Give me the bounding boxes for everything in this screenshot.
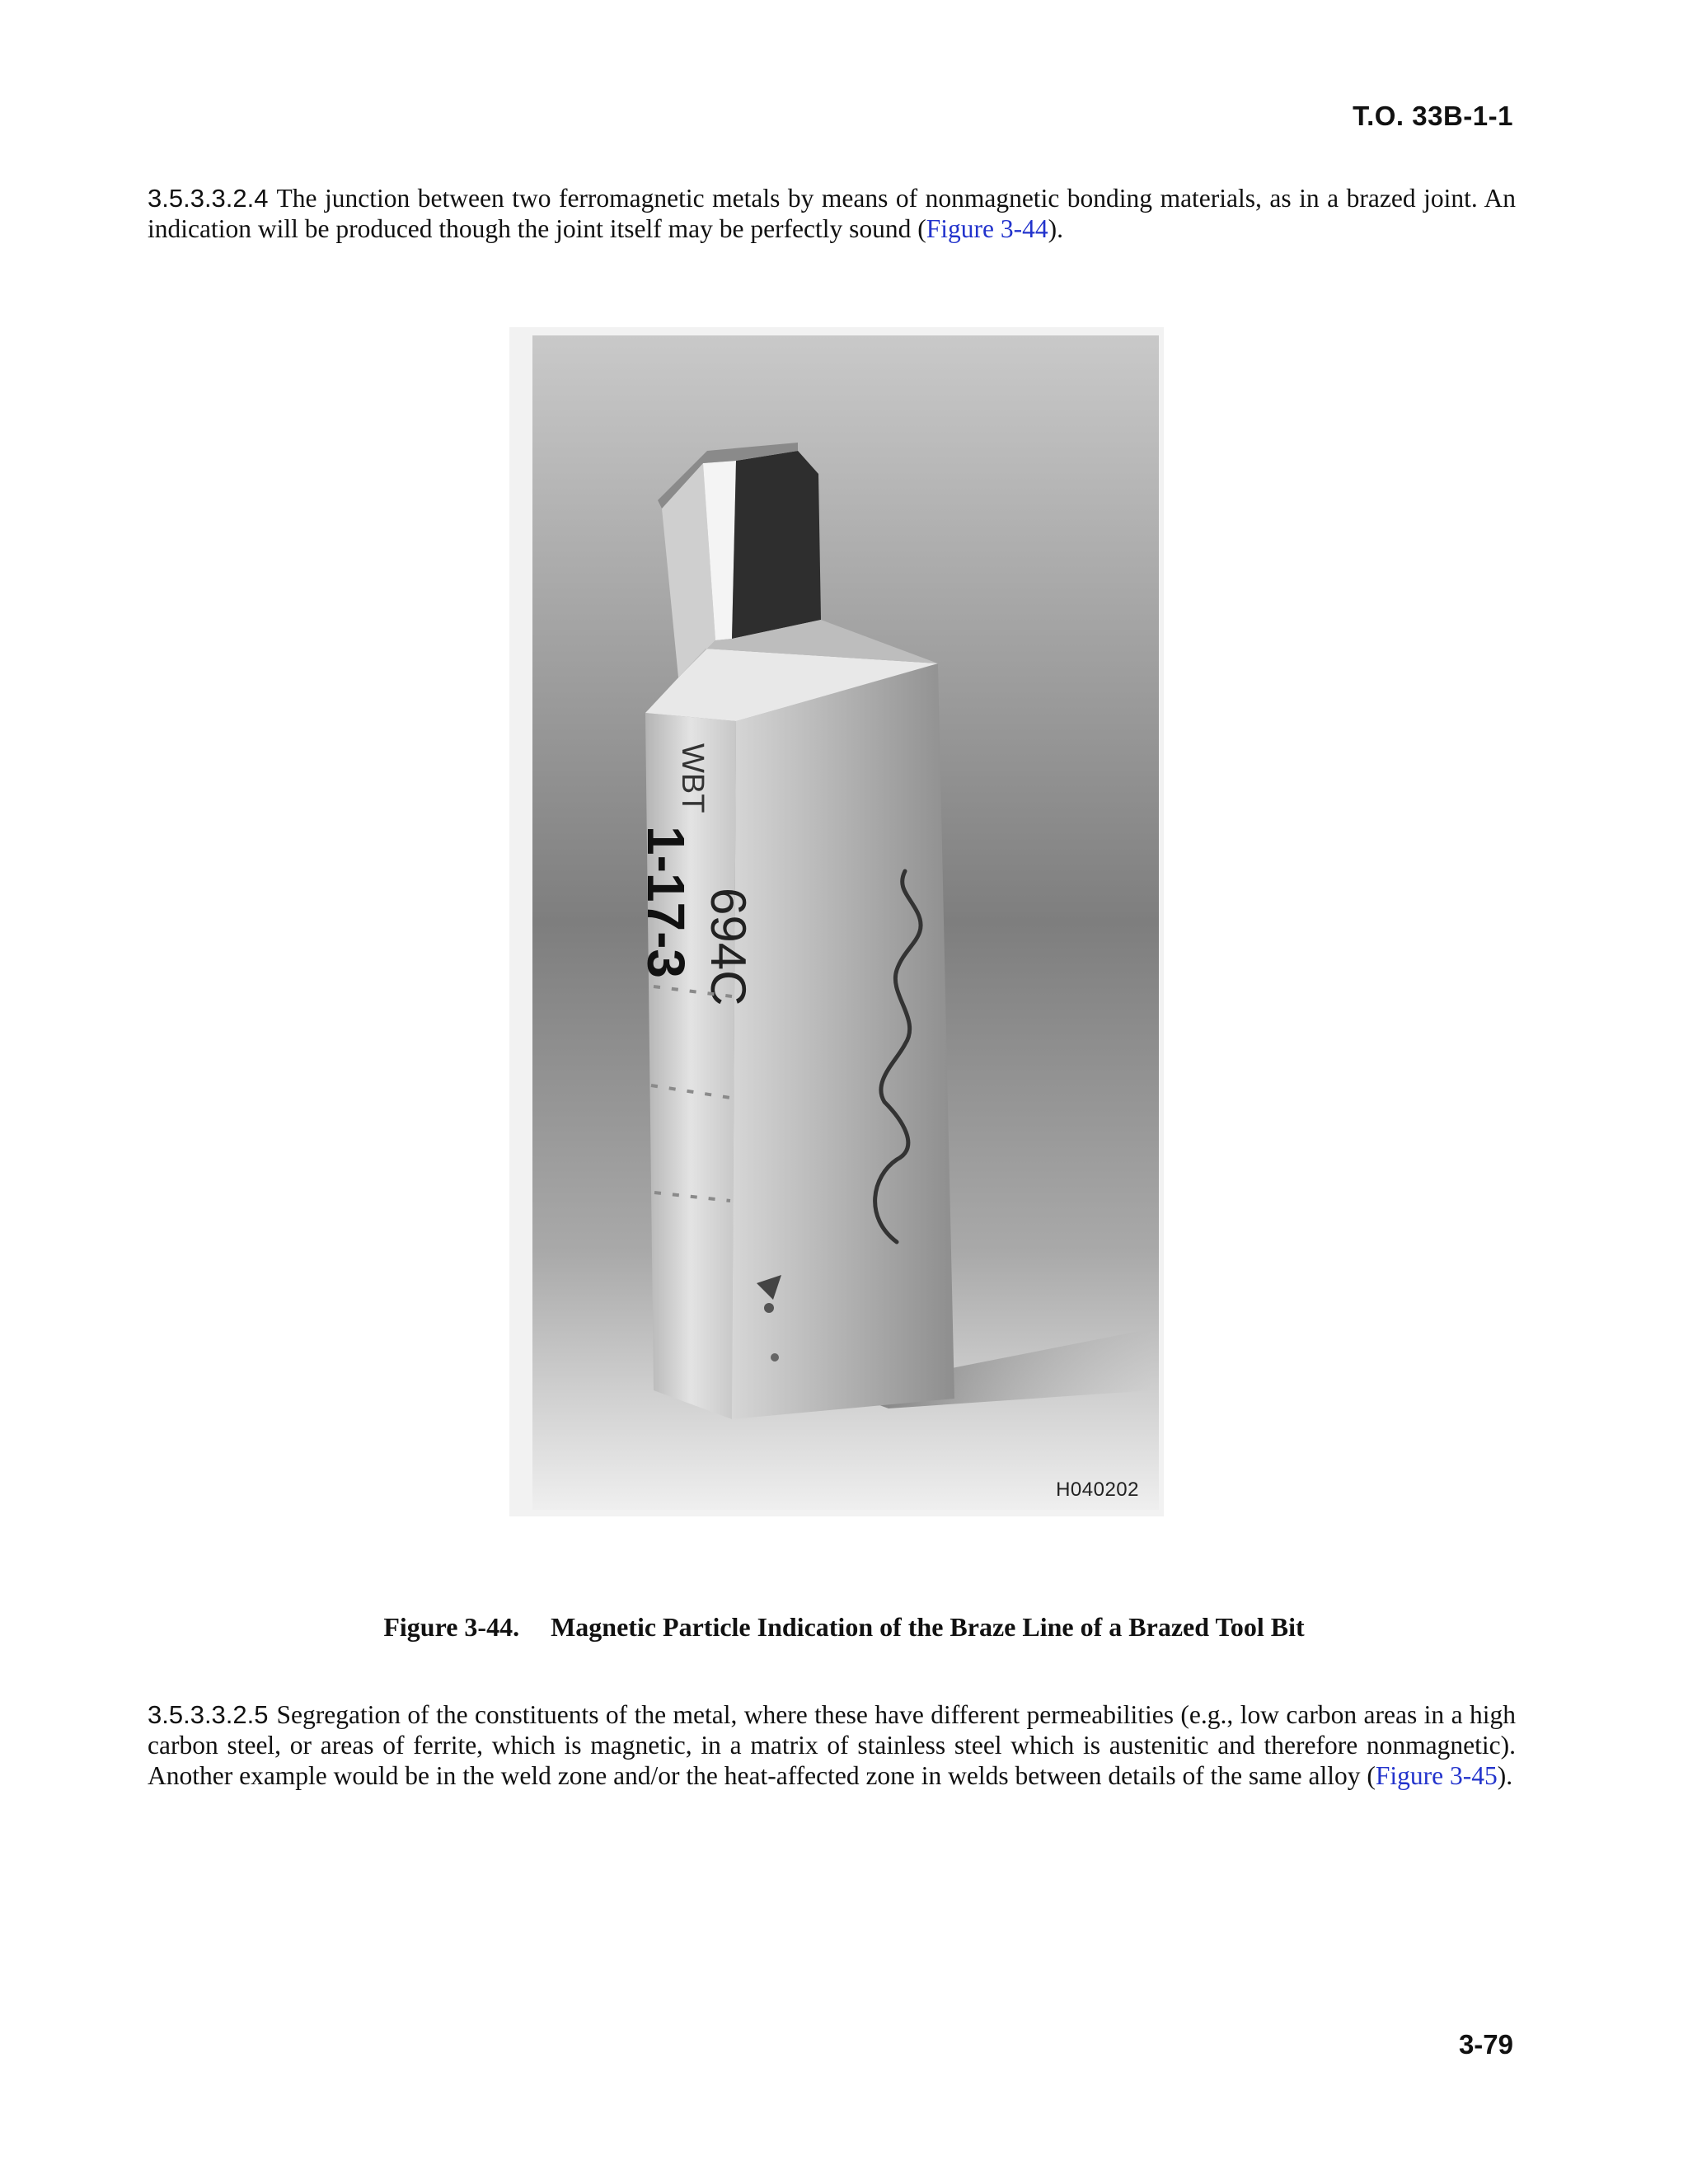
figure-3-45-link[interactable]: Figure 3-45 [1375, 1761, 1498, 1790]
document-id-header: T.O. 33B-1-1 [1353, 101, 1513, 131]
paragraph-text: Segregation of the constituents of the metal, where these have different permeabilities (e.g., low carbon areas in a high carbon steel, or areas of ferrite, which is magnetic, in a matrix of stainless steel which is austenitic and therefore nonmagnetic). Another example would be in the weld zone and/or the heat-affected zone in welds between details of the same alloy ( [148, 1700, 1516, 1790]
stamp-code: WBT [675, 743, 710, 813]
page-number: 3-79 [1458, 2029, 1513, 2060]
figure-caption [0, 1612, 1688, 1643]
tool-bit-photo [509, 327, 1164, 1516]
tool-bit-illustration [509, 327, 1164, 1516]
paragraph-text-end: ). [1497, 1761, 1513, 1790]
paragraph-text-end: ). [1048, 214, 1064, 243]
stamp-number: 694C [701, 888, 756, 1006]
figure-title: Magnetic Particle Indication of the Braze Line of a Brazed Tool Bit [551, 1612, 1305, 1642]
paragraph-3-5-3-3-2-4 [148, 183, 1516, 244]
photo-id-label: H040202 [1056, 1479, 1139, 1501]
paragraph-number: 3.5.3.3.2.5 [148, 1700, 269, 1729]
stamp-date: 1-17-3 [636, 826, 696, 978]
paragraph-text: The junction between two ferromagnetic metals by means of nonmagnetic bonding materials, as in a brazed joint. An indication will be produced though the joint itself may be perfectly sound ( [148, 184, 1516, 243]
figure-number: Figure 3-44. [383, 1612, 520, 1642]
paragraph-number: 3.5.3.3.2.4 [148, 184, 269, 213]
paragraph-3-5-3-3-2-5 [148, 1699, 1516, 1791]
figure-3-44-link[interactable]: Figure 3-44 [926, 214, 1048, 243]
